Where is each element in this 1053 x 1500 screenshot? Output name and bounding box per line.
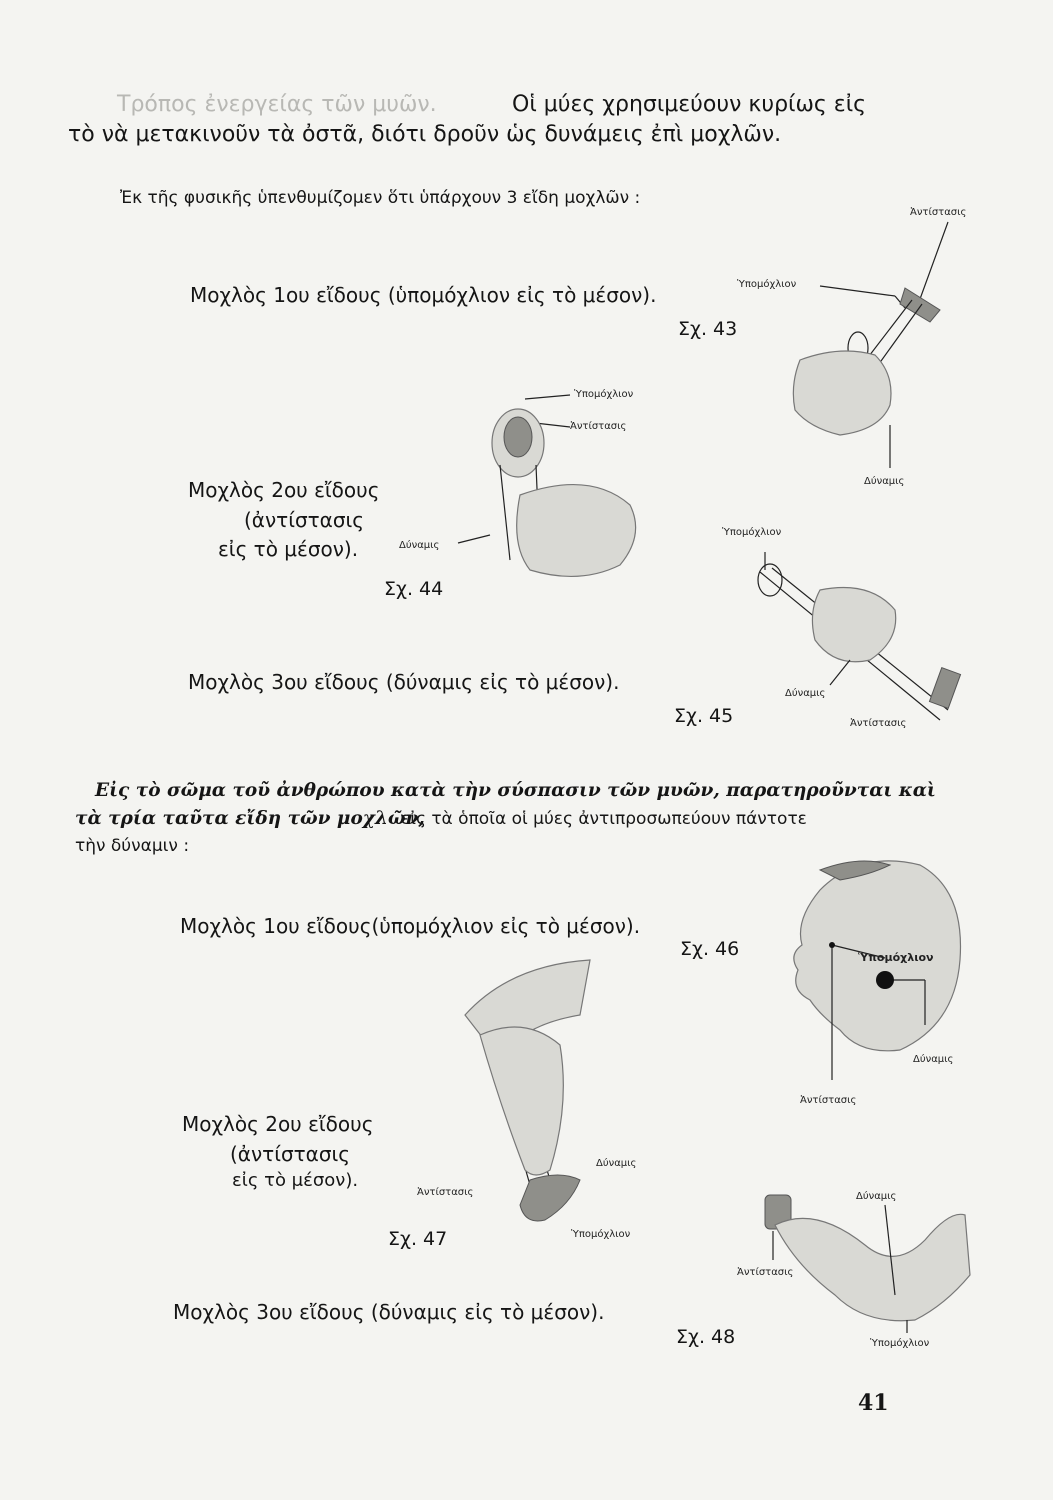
fig43-label-resistance: Ἀντίστασις	[910, 207, 967, 218]
fig43-label-fulcrum: Ὑπομόχλιον	[737, 279, 797, 290]
fig48-label-fulcrum: Ὑπομόχλιον	[870, 1338, 930, 1349]
fig47-leg-drawing	[450, 955, 620, 1235]
page-number: 41	[858, 1390, 889, 1416]
lever2-title-line1: Μοχλὸς 2ου εἴδους	[188, 478, 380, 502]
fig44-nutcracker-drawing	[470, 385, 660, 595]
fig43-caption: Σχ. 43	[678, 318, 738, 340]
section-heading: Τρόπος ἐνεργείας τῶν μυῶν.	[117, 92, 437, 117]
intro-line1: Οἱ μύες χρησιμεύουν κυρίως εἰς	[512, 92, 867, 117]
fig45-tongs-drawing	[730, 540, 960, 740]
body-bold-line1: Εἰς τὸ σῶμα τοῦ ἀνθρώπου κατὰ τὴν σύσπασιν τῶν μυῶν, παρατηροῦνται καὶ	[95, 780, 936, 801]
lever3-title: Μοχλὸς 3ου εἴδους (δύναμις εἰς τὸ μέσον).	[188, 670, 620, 694]
body-bold-line2: τὰ τρία ταῦτα εἴδη τῶν μοχλῶν,	[75, 808, 425, 829]
fig47-caption: Σχ. 47	[388, 1228, 448, 1250]
fig46-label-force: Δύναμις	[913, 1054, 954, 1065]
fig45-label-resistance: Ἀντίστασις	[850, 718, 907, 729]
intro-line2: τὸ νὰ μετακινοῦν τὰ ὀστᾶ, διότι δροῦν ὡς δυνάμεις ἐπὶ μοχλῶν.	[68, 122, 782, 147]
fig47-label-force: Δύναμις	[596, 1158, 637, 1169]
fig45-label-fulcrum: Ὑπομόχλιον	[722, 527, 782, 538]
lever2-title-line2: (ἀντίστασις	[244, 508, 365, 532]
lever2-title-line3: εἰς τὸ μέσον).	[218, 537, 359, 561]
fig45-caption: Σχ. 45	[674, 705, 734, 727]
fig48-label-force: Δύναμις	[856, 1191, 897, 1202]
fig48-caption: Σχ. 48	[676, 1326, 736, 1348]
fig46-label-resistance: Ἀντίστασις	[800, 1095, 857, 1106]
fig43-label-force: Δύναμις	[864, 476, 905, 487]
body-lever2-title-line3: εἰς τὸ μέσον).	[232, 1170, 359, 1191]
fig44-label-fulcrum: Ὑπομόχλιον	[574, 389, 634, 400]
fig43-scissors-drawing	[690, 200, 970, 500]
fig44-label-resistance: Ἀντίστασις	[570, 421, 627, 432]
body-lever1-title: Μοχλὸς 1ου εἴδους(ὑπομόχλιον εἰς τὸ μέσον).	[180, 914, 641, 938]
fig47-label-resistance: Ἀντίστασις	[417, 1187, 474, 1198]
fig44-caption: Σχ. 44	[384, 578, 444, 600]
fig44-label-force: Δύναμις	[399, 540, 440, 551]
fig48-label-resistance: Ἀντίστασις	[737, 1267, 794, 1278]
body-lever2-title-line1: Μοχλὸς 2ου εἴδους	[182, 1112, 374, 1136]
body-lever3-title: Μοχλὸς 3ου εἴδους (δύναμις εἰς τὸ μέσον).	[173, 1300, 605, 1324]
fig46-label-fulcrum: Ὑπομόχλιον	[858, 951, 934, 964]
fig45-label-force: Δύναμις	[785, 688, 826, 699]
body-line3: τὴν δύναμιν :	[75, 836, 190, 856]
fig46-caption: Σχ. 46	[680, 938, 740, 960]
fig46-head-drawing	[780, 840, 970, 1090]
fig47-label-fulcrum: Ὑπομόχλιον	[571, 1229, 631, 1240]
body-lever2-title-line2: (ἀντίστασις	[230, 1142, 351, 1166]
intro-line3: Ἐκ τῆς φυσικῆς ὑπενθυμίζομεν ὅτι ὑπάρχουν 3 εἴδη μοχλῶν :	[120, 188, 641, 208]
lever1-title: Μοχλὸς 1ου εἴδους (ὑπομόχλιον εἰς τὸ μέσον).	[190, 283, 657, 307]
body-line2-rest: εἰς τὰ ὁποῖα οἱ μύες ἀντιπροσωπεύουν πάντοτε	[401, 809, 807, 829]
